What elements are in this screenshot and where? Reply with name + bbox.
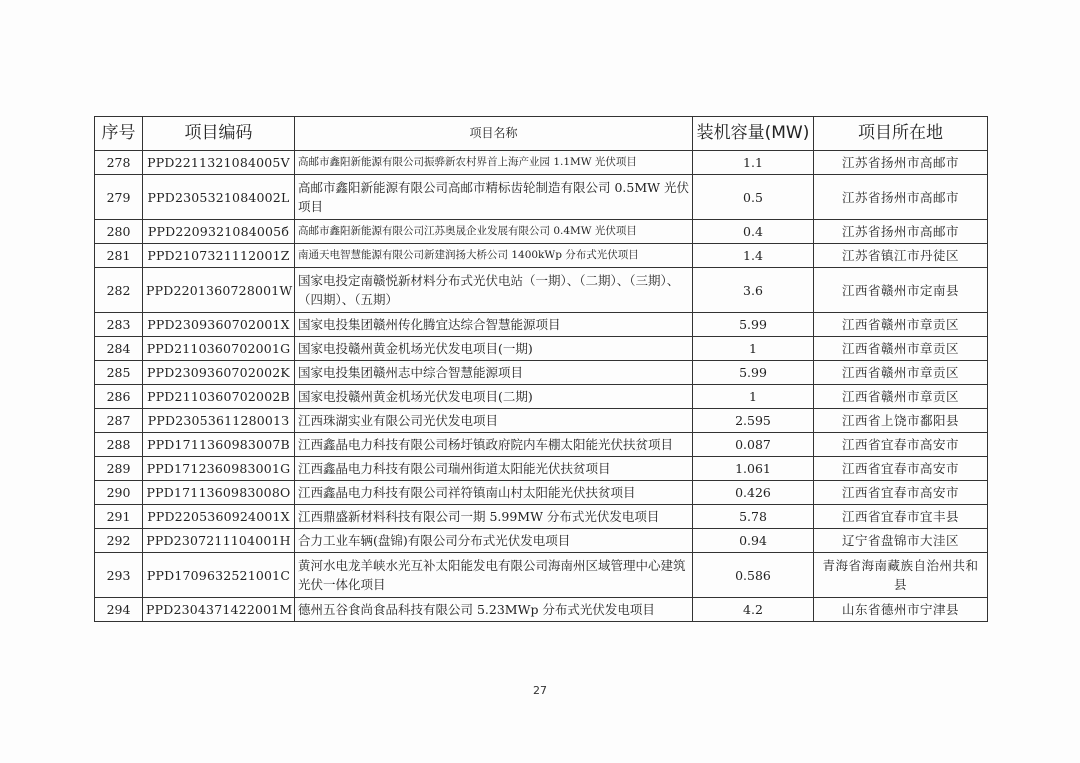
row-project-code: PPD2201360728001W — [143, 268, 295, 313]
row-index: 285 — [95, 361, 143, 385]
row-capacity: 1.1 — [693, 151, 814, 175]
row-capacity: 1.061 — [693, 457, 814, 481]
table-row — [95, 151, 988, 175]
row-project-code: PPD2209321084005б — [143, 220, 295, 244]
header-capacity: 装机容量(MW) — [693, 117, 814, 151]
row-project-name: 江西鑫晶电力科技有限公司祥符镇南山村太阳能光伏扶贫项目 — [295, 481, 693, 505]
row-project-name: 高邮市鑫阳新能源有限公司江苏奥晟企业发展有限公司 0.4MW 光伏项目 — [295, 220, 693, 244]
row-location: 青海省海南藏族自治州共和县 — [814, 553, 988, 598]
row-location: 江西省赣州市章贡区 — [814, 337, 988, 361]
row-index: 287 — [95, 409, 143, 433]
row-project-code: PPD2305361128001З — [143, 409, 295, 433]
table-row — [95, 244, 988, 268]
table-body — [95, 151, 988, 622]
row-project-name: 江西鑫晶电力科技有限公司杨圩镇政府院内车棚太阳能光伏扶贫项目 — [295, 433, 693, 457]
row-project-code: PPD2110360702002B — [143, 385, 295, 409]
row-project-name: 高邮市鑫阳新能源有限公司高邮市精标齿轮制造有限公司 0.5MW 光伏项目 — [295, 175, 693, 220]
table-row — [95, 409, 988, 433]
table-row — [95, 220, 988, 244]
row-location: 江西省宜春市高安市 — [814, 433, 988, 457]
row-location: 江西省赣州市章贡区 — [814, 361, 988, 385]
row-location: 江西省宜春市高安市 — [814, 457, 988, 481]
row-index: 286 — [95, 385, 143, 409]
table-row — [95, 268, 988, 313]
row-capacity: 4.2 — [693, 598, 814, 622]
row-project-code: PPD1711360983008O — [143, 481, 295, 505]
row-location: 江苏省镇江市丹徒区 — [814, 244, 988, 268]
row-capacity: 0.94 — [693, 529, 814, 553]
row-capacity: 1 — [693, 337, 814, 361]
header-index: 序号 — [95, 117, 143, 151]
header-code: 项目编码 — [143, 117, 295, 151]
row-location: 江苏省扬州市高邮市 — [814, 151, 988, 175]
row-capacity: 5.78 — [693, 505, 814, 529]
row-capacity: 1 — [693, 385, 814, 409]
row-capacity: 0.087 — [693, 433, 814, 457]
row-project-name: 南通天电智慧能源有限公司新建润扬大桥公司 1400kWp 分布式光伏项目 — [295, 244, 693, 268]
row-index: 279 — [95, 175, 143, 220]
row-location: 江西省赣州市定南县 — [814, 268, 988, 313]
row-project-name: 江西鼎盛新材料科技有限公司一期 5.99MW 分布式光伏发电项目 — [295, 505, 693, 529]
row-project-name: 国家电投集团赣州传化腾宜达综合智慧能源项目 — [295, 313, 693, 337]
row-index: 281 — [95, 244, 143, 268]
row-index: 283 — [95, 313, 143, 337]
row-project-code: PPD2309360702002K — [143, 361, 295, 385]
row-project-code: PPD2107321112001Z — [143, 244, 295, 268]
row-index: 288 — [95, 433, 143, 457]
row-project-name: 江西鑫晶电力科技有限公司瑞州街道太阳能光伏扶贫项目 — [295, 457, 693, 481]
row-capacity: 5.99 — [693, 313, 814, 337]
row-capacity: 1.4 — [693, 244, 814, 268]
row-project-name: 国家电投赣州黄金机场光伏发电项目(二期) — [295, 385, 693, 409]
row-project-name: 德州五谷食尚食品科技有限公司 5.23MWp 分布式光伏发电项目 — [295, 598, 693, 622]
row-project-name: 合力工业车辆(盘锦)有限公司分布式光伏发电项目 — [295, 529, 693, 553]
table-row — [95, 505, 988, 529]
row-project-name: 高邮市鑫阳新能源有限公司振骅新农村界首上海产业园 1.1MW 光伏项目 — [295, 151, 693, 175]
row-capacity: 0.586 — [693, 553, 814, 598]
row-index: 284 — [95, 337, 143, 361]
row-project-code: PPD1712360983001G — [143, 457, 295, 481]
row-location: 江西省宜春市高安市 — [814, 481, 988, 505]
row-location: 江苏省扬州市高邮市 — [814, 220, 988, 244]
row-project-name: 黄河水电龙羊峡水光互补太阳能发电有限公司海南州区域管理中心建筑光伏一体化项目 — [295, 553, 693, 598]
table-row — [95, 361, 988, 385]
row-project-name: 国家电投赣州黄金机场光伏发电项目(一期) — [295, 337, 693, 361]
table-row — [95, 553, 988, 598]
row-location: 山东省德州市宁津县 — [814, 598, 988, 622]
row-capacity: 0.5 — [693, 175, 814, 220]
row-project-code: PPD2305321084002L — [143, 175, 295, 220]
table-row — [95, 337, 988, 361]
row-project-code: PPD2307211104001H — [143, 529, 295, 553]
table-row — [95, 175, 988, 220]
row-index: 289 — [95, 457, 143, 481]
row-index: 290 — [95, 481, 143, 505]
row-index: 293 — [95, 553, 143, 598]
row-location: 江西省赣州市章贡区 — [814, 313, 988, 337]
row-location: 江西省上饶市鄱阳县 — [814, 409, 988, 433]
row-index: 294 — [95, 598, 143, 622]
row-capacity: 0.4 — [693, 220, 814, 244]
table-row — [95, 313, 988, 337]
row-index: 291 — [95, 505, 143, 529]
row-location: 辽宁省盘锦市大洼区 — [814, 529, 988, 553]
row-project-code: PPD2205360924001X — [143, 505, 295, 529]
row-location: 江西省赣州市章贡区 — [814, 385, 988, 409]
row-index: 292 — [95, 529, 143, 553]
row-project-code: PPD2110360702001G — [143, 337, 295, 361]
row-project-code: PPD1711360983007B — [143, 433, 295, 457]
row-capacity: 2.595 — [693, 409, 814, 433]
table-row — [95, 385, 988, 409]
row-location: 江苏省扬州市高邮市 — [814, 175, 988, 220]
header-name: 项目名称 — [295, 117, 693, 151]
row-location: 江西省宜春市宜丰县 — [814, 505, 988, 529]
row-project-name: 国家电投集团赣州志中综合智慧能源项目 — [295, 361, 693, 385]
table-row — [95, 598, 988, 622]
table-header-row — [95, 117, 988, 151]
row-project-code: PPD2211321084005V — [143, 151, 295, 175]
row-project-name: 江西珠湖实业有限公司光伏发电项目 — [295, 409, 693, 433]
row-project-code: PPD2309360702001X — [143, 313, 295, 337]
page-number: 27 — [533, 684, 547, 697]
row-index: 280 — [95, 220, 143, 244]
row-project-code: PPD2304371422001M — [143, 598, 295, 622]
row-project-code: PPD1709632521001C — [143, 553, 295, 598]
table-row — [95, 433, 988, 457]
row-project-name: 国家电投定南赣悦新材料分布式光伏电站（一期）、（二期）、（三期）、（四期）、（五期） — [295, 268, 693, 313]
row-index: 278 — [95, 151, 143, 175]
row-capacity: 3.6 — [693, 268, 814, 313]
project-table — [94, 116, 988, 622]
row-capacity: 5.99 — [693, 361, 814, 385]
row-capacity: 0.426 — [693, 481, 814, 505]
row-index: 282 — [95, 268, 143, 313]
header-location: 项目所在地 — [814, 117, 988, 151]
table-row — [95, 529, 988, 553]
table-row — [95, 457, 988, 481]
table-row — [95, 481, 988, 505]
